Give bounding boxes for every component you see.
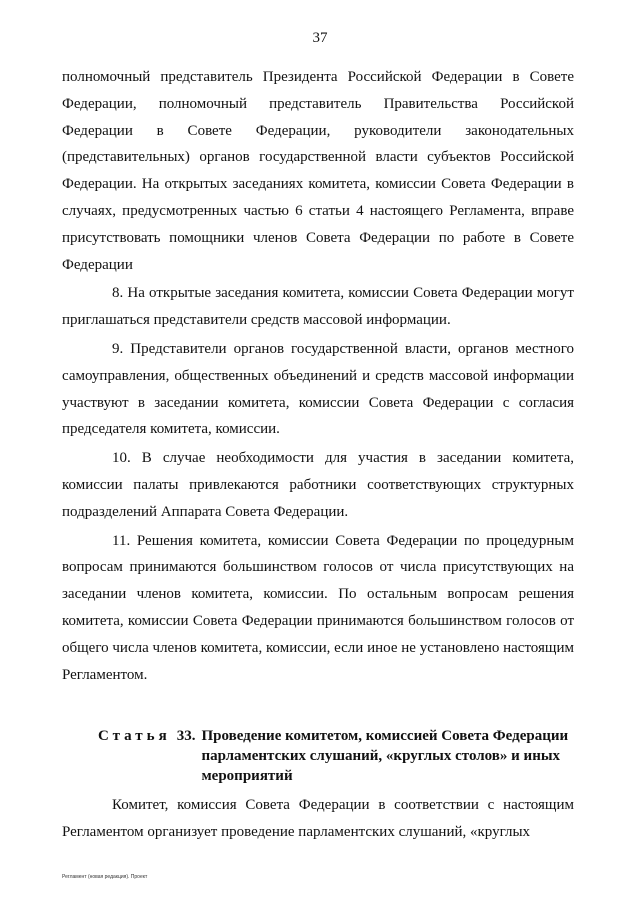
page-number: 37 xyxy=(312,30,328,46)
paragraph-continuation: полномочный представитель Президента Российской Федерации в Совете Федерации, полномочный представитель Правительства Российской Федерации в Совете Федерации, руководители законодательных (представительных) органов государственной власти субъектов Российской Федерации. На открытых заседаниях комитета, комиссии Совета Федерации в случаях, предусмотренных частью 6 статьи 4 настоящего Регламента, вправе присутствовать помощники членов Совета Федерации по работе в Совете Федерации xyxy=(62,69,574,273)
paragraph-item-10: 10. В случае необходимости для участия в заседании комитета, комиссии палаты привлекаются работники соответствующих структурных подразделений Аппарата Совета Федерации. xyxy=(62,450,574,520)
paragraph-item-11: 11. Решения комитета, комиссии Совета Федерации по процедурным вопросам принимаются большинством голосов от числа присутствующих на заседании членов комитета, комиссии. По остальным вопросам решения комитета, комиссии Совета Федерации принимаются большинством голосов от общего числа членов комитета, комиссии, если иное не установлено настоящим Регламентом. xyxy=(62,532,574,683)
article-paragraph: Комитет, комиссия Совета Федерации в соответствии с настоящим Регламентом организует проведение парламентских слушаний, «круглых xyxy=(62,797,574,841)
article-heading xyxy=(62,726,574,786)
article-title: Проведение комитетом, комиссией Совета Федерации парламентских слушаний, «круглых столов» и иных мероприятий xyxy=(201,728,569,785)
document-body xyxy=(62,64,574,846)
article-number: 33. xyxy=(176,728,196,745)
article-label: Статья xyxy=(98,728,171,745)
footer-note: Регламент (новая редакция). Проект xyxy=(62,874,148,880)
paragraph-item-8: 8. На открытые заседания комитета, комиссии Совета Федерации могут приглашаться представители средств массовой информации. xyxy=(62,285,574,329)
paragraph-item-9: 9. Представители органов государственной власти, органов местного самоуправления, общественных объединений и средств массовой информации участвуют в заседании комитета, комиссии Совета Федерации с согласия председателя комитета, комиссии. xyxy=(62,340,574,438)
